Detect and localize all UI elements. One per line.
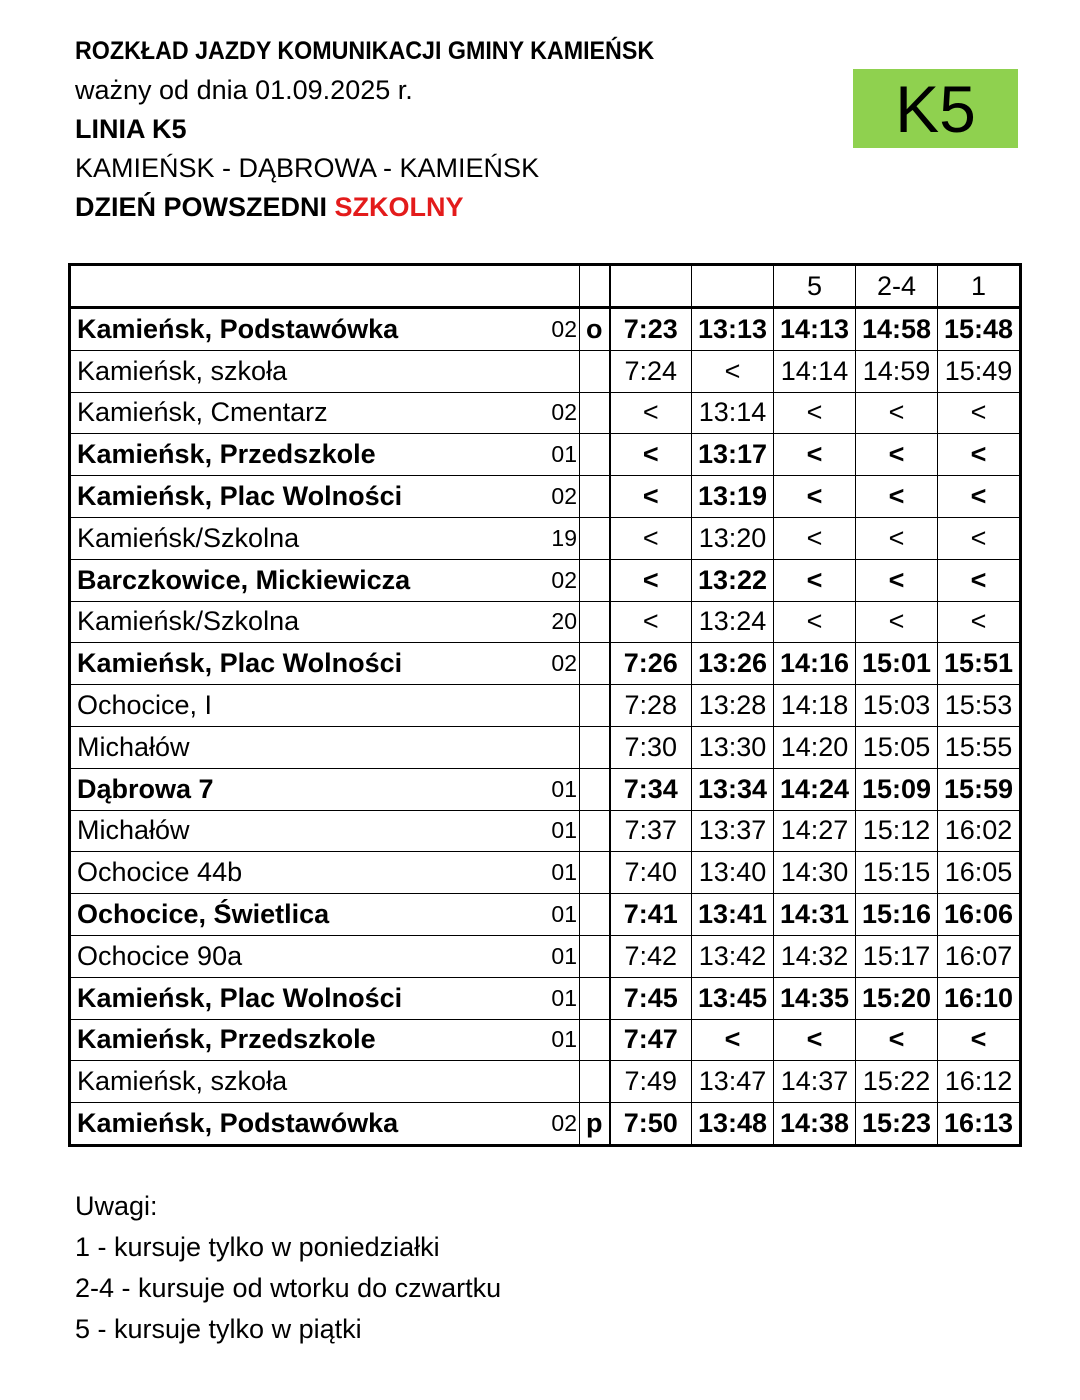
departure-time: 13:41 xyxy=(692,894,774,936)
document-title: ROZKŁAD JAZDY KOMUNIKACJI GMINY KAMIEŃSK xyxy=(75,37,655,65)
stop-marker xyxy=(580,517,610,559)
departure-time: 15:48 xyxy=(938,308,1021,351)
departure-time: < xyxy=(856,476,938,518)
stop-name: Kamieńsk, Plac Wolności xyxy=(70,476,547,518)
departure-time: < xyxy=(774,1019,856,1061)
stop-marker xyxy=(580,685,610,727)
departure-time: < xyxy=(938,392,1021,434)
departure-time: 16:05 xyxy=(938,852,1021,894)
stop-name: Michałów xyxy=(70,810,547,852)
departure-time: 13:17 xyxy=(692,434,774,476)
stop-marker xyxy=(580,392,610,434)
stop-name: Dąbrowa 7 xyxy=(70,768,547,810)
departure-time: 14:35 xyxy=(774,977,856,1019)
stop-number: 01 xyxy=(547,768,580,810)
departure-time: < xyxy=(938,601,1021,643)
table-row xyxy=(70,392,1021,434)
stop-marker: p xyxy=(580,1103,610,1146)
table-row xyxy=(70,977,1021,1019)
stop-name: Kamieńsk, Plac Wolności xyxy=(70,643,547,685)
departure-time: < xyxy=(856,601,938,643)
departure-time: 14:31 xyxy=(774,894,856,936)
stop-number: 02 xyxy=(547,643,580,685)
departure-time: 15:03 xyxy=(856,685,938,727)
notes-heading: Uwagi: xyxy=(75,1191,158,1221)
departure-time: 13:45 xyxy=(692,977,774,1019)
departure-time: < xyxy=(610,392,692,434)
departure-time: 7:24 xyxy=(610,350,692,392)
departure-time: 14:24 xyxy=(774,768,856,810)
departure-time: 13:30 xyxy=(692,726,774,768)
stop-number: 01 xyxy=(547,894,580,936)
route-text: KAMIEŃSK - DĄBROWA - KAMIEŃSK xyxy=(75,153,540,183)
stop-name: Kamieńsk, Plac Wolności xyxy=(70,977,547,1019)
stop-marker xyxy=(580,1019,610,1061)
departure-time: 15:20 xyxy=(856,977,938,1019)
departure-time: < xyxy=(856,1019,938,1061)
stop-number: 02 xyxy=(547,308,580,351)
departure-time: 14:32 xyxy=(774,935,856,977)
departure-time: 7:42 xyxy=(610,935,692,977)
departure-time: 13:37 xyxy=(692,810,774,852)
departure-time: < xyxy=(856,517,938,559)
departure-time: 16:07 xyxy=(938,935,1021,977)
line-badge: K5 xyxy=(853,69,1018,148)
table-row xyxy=(70,726,1021,768)
departure-time: 15:05 xyxy=(856,726,938,768)
departure-time: 15:51 xyxy=(938,643,1021,685)
table-row xyxy=(70,935,1021,977)
departure-time: 13:34 xyxy=(692,768,774,810)
departure-time: 7:26 xyxy=(610,643,692,685)
notes-section xyxy=(75,1186,501,1350)
table-row xyxy=(70,810,1021,852)
departure-time: < xyxy=(938,559,1021,601)
departure-time: < xyxy=(856,559,938,601)
departure-time: 16:12 xyxy=(938,1061,1021,1103)
departure-time: 7:47 xyxy=(610,1019,692,1061)
departure-time: 7:28 xyxy=(610,685,692,727)
departure-time: 15:16 xyxy=(856,894,938,936)
stop-number: 01 xyxy=(547,852,580,894)
table-row xyxy=(70,1061,1021,1103)
day-type-highlight: SZKOLNY xyxy=(334,192,464,222)
departure-time: 15:23 xyxy=(856,1103,938,1146)
departure-time: < xyxy=(610,476,692,518)
stop-number xyxy=(547,685,580,727)
departure-time: < xyxy=(938,434,1021,476)
departure-time: 13:22 xyxy=(692,559,774,601)
departure-time: 14:27 xyxy=(774,810,856,852)
stop-marker xyxy=(580,768,610,810)
stop-marker xyxy=(580,434,610,476)
departure-time: 7:30 xyxy=(610,726,692,768)
stop-marker xyxy=(580,852,610,894)
stop-number: 19 xyxy=(547,517,580,559)
departure-time: 14:30 xyxy=(774,852,856,894)
departure-time: 13:40 xyxy=(692,852,774,894)
departure-time: 7:23 xyxy=(610,308,692,351)
table-row xyxy=(70,894,1021,936)
stop-number: 02 xyxy=(547,559,580,601)
stop-marker xyxy=(580,894,610,936)
departure-time: 16:13 xyxy=(938,1103,1021,1146)
departure-time: 14:59 xyxy=(856,350,938,392)
table-row xyxy=(70,559,1021,601)
departure-time: 7:40 xyxy=(610,852,692,894)
table-row xyxy=(70,685,1021,727)
departure-time: < xyxy=(856,434,938,476)
stop-name: Kamieńsk, Cmentarz xyxy=(70,392,547,434)
table-row xyxy=(70,476,1021,518)
table-row xyxy=(70,643,1021,685)
departure-time: 14:58 xyxy=(856,308,938,351)
departure-time: 16:10 xyxy=(938,977,1021,1019)
departure-time: 15:55 xyxy=(938,726,1021,768)
timetable xyxy=(68,263,1022,1147)
departure-time: 13:28 xyxy=(692,685,774,727)
departure-time: < xyxy=(610,517,692,559)
stop-name: Kamieńsk/Szkolna xyxy=(70,517,547,559)
timetable-header-row xyxy=(70,265,1021,308)
table-row xyxy=(70,308,1021,351)
stop-name: Ochocice 90a xyxy=(70,935,547,977)
stop-marker xyxy=(580,476,610,518)
stop-marker xyxy=(580,559,610,601)
header-cell-mark xyxy=(580,265,610,308)
departure-time: 15:15 xyxy=(856,852,938,894)
departure-time: < xyxy=(610,601,692,643)
note-item: 1 - kursuje tylko w poniedziałki xyxy=(75,1232,440,1262)
departure-time: 13:19 xyxy=(692,476,774,518)
departure-time: < xyxy=(938,476,1021,518)
stop-marker xyxy=(580,601,610,643)
stop-marker xyxy=(580,726,610,768)
table-row xyxy=(70,1103,1021,1146)
departure-time: 15:53 xyxy=(938,685,1021,727)
departure-time: 16:06 xyxy=(938,894,1021,936)
day-type xyxy=(75,188,698,227)
departure-time: 15:12 xyxy=(856,810,938,852)
column-header: 2-4 xyxy=(856,265,938,308)
line-label: LINIA K5 xyxy=(75,114,187,144)
table-row xyxy=(70,350,1021,392)
departure-time: 16:02 xyxy=(938,810,1021,852)
stop-name: Ochocice 44b xyxy=(70,852,547,894)
table-row xyxy=(70,601,1021,643)
departure-time: 13:13 xyxy=(692,308,774,351)
departure-time: 14:14 xyxy=(774,350,856,392)
departure-time: < xyxy=(938,1019,1021,1061)
stop-marker: o xyxy=(580,308,610,351)
stop-marker xyxy=(580,810,610,852)
departure-time: < xyxy=(774,559,856,601)
departure-time: < xyxy=(856,392,938,434)
timetable-header xyxy=(75,32,698,227)
departure-time: < xyxy=(774,517,856,559)
stop-name: Ochocice, I xyxy=(70,685,547,727)
table-row xyxy=(70,852,1021,894)
stop-name: Barczkowice, Mickiewicza xyxy=(70,559,547,601)
departure-time: < xyxy=(774,476,856,518)
departure-time: 14:38 xyxy=(774,1103,856,1146)
stop-number: 01 xyxy=(547,935,580,977)
stop-name: Kamieńsk/Szkolna xyxy=(70,601,547,643)
stop-number: 02 xyxy=(547,392,580,434)
column-header xyxy=(692,265,774,308)
departure-time: < xyxy=(610,434,692,476)
stop-number: 01 xyxy=(547,434,580,476)
table-row xyxy=(70,768,1021,810)
departure-time: 14:18 xyxy=(774,685,856,727)
departure-time: < xyxy=(692,350,774,392)
column-header: 1 xyxy=(938,265,1021,308)
departure-time: 7:50 xyxy=(610,1103,692,1146)
stop-number xyxy=(547,726,580,768)
departure-time: 13:47 xyxy=(692,1061,774,1103)
stop-marker xyxy=(580,1061,610,1103)
departure-time: < xyxy=(774,601,856,643)
stop-number: 01 xyxy=(547,977,580,1019)
departure-time: 15:22 xyxy=(856,1061,938,1103)
stop-name: Kamieńsk, Podstawówka xyxy=(70,308,547,351)
departure-time: 7:49 xyxy=(610,1061,692,1103)
column-header: 5 xyxy=(774,265,856,308)
departure-time: 13:42 xyxy=(692,935,774,977)
stop-name: Ochocice, Świetlica xyxy=(70,894,547,936)
departure-time: < xyxy=(610,559,692,601)
departure-time: 7:34 xyxy=(610,768,692,810)
stop-name: Kamieńsk, Przedszkole xyxy=(70,1019,547,1061)
stop-number: 02 xyxy=(547,1103,580,1146)
departure-time: 7:37 xyxy=(610,810,692,852)
departure-time: < xyxy=(692,1019,774,1061)
departure-time: < xyxy=(938,517,1021,559)
stop-number xyxy=(547,350,580,392)
stop-name: Michałów xyxy=(70,726,547,768)
day-type-text: DZIEŃ POWSZEDNI xyxy=(75,192,328,222)
departure-time: 15:59 xyxy=(938,768,1021,810)
departure-time: 14:16 xyxy=(774,643,856,685)
stop-marker xyxy=(580,977,610,1019)
stop-name: Kamieńsk, Przedszkole xyxy=(70,434,547,476)
departure-time: 15:49 xyxy=(938,350,1021,392)
stop-marker xyxy=(580,643,610,685)
table-row xyxy=(70,434,1021,476)
departure-time: 14:37 xyxy=(774,1061,856,1103)
departure-time: < xyxy=(774,392,856,434)
note-item: 2-4 - kursuje od wtorku do czwartku xyxy=(75,1273,502,1303)
header-cell-stop xyxy=(70,265,580,308)
departure-time: 14:20 xyxy=(774,726,856,768)
stop-number: 02 xyxy=(547,476,580,518)
departure-time: 13:26 xyxy=(692,643,774,685)
departure-time: 15:01 xyxy=(856,643,938,685)
stop-number xyxy=(547,1061,580,1103)
departure-time: 7:45 xyxy=(610,977,692,1019)
departure-time: 13:48 xyxy=(692,1103,774,1146)
departure-time: 13:24 xyxy=(692,601,774,643)
departure-time: 15:17 xyxy=(856,935,938,977)
stop-marker xyxy=(580,935,610,977)
departure-time: 13:14 xyxy=(692,392,774,434)
valid-from-text: ważny od dnia 01.09.2025 r. xyxy=(75,75,413,105)
departure-time: 15:09 xyxy=(856,768,938,810)
departure-time: < xyxy=(774,434,856,476)
note-item: 5 - kursuje tylko w piątki xyxy=(75,1314,362,1344)
table-row xyxy=(70,1019,1021,1061)
departure-time: 7:41 xyxy=(610,894,692,936)
departure-time: 13:20 xyxy=(692,517,774,559)
stop-number: 20 xyxy=(547,601,580,643)
column-header xyxy=(610,265,692,308)
stop-name: Kamieńsk, szkoła xyxy=(70,1061,547,1103)
stop-number: 01 xyxy=(547,810,580,852)
table-row xyxy=(70,517,1021,559)
stop-name: Kamieńsk, szkoła xyxy=(70,350,547,392)
stop-marker xyxy=(580,350,610,392)
stop-number: 01 xyxy=(547,1019,580,1061)
stop-name: Kamieńsk, Podstawówka xyxy=(70,1103,547,1146)
departure-time: 14:13 xyxy=(774,308,856,351)
